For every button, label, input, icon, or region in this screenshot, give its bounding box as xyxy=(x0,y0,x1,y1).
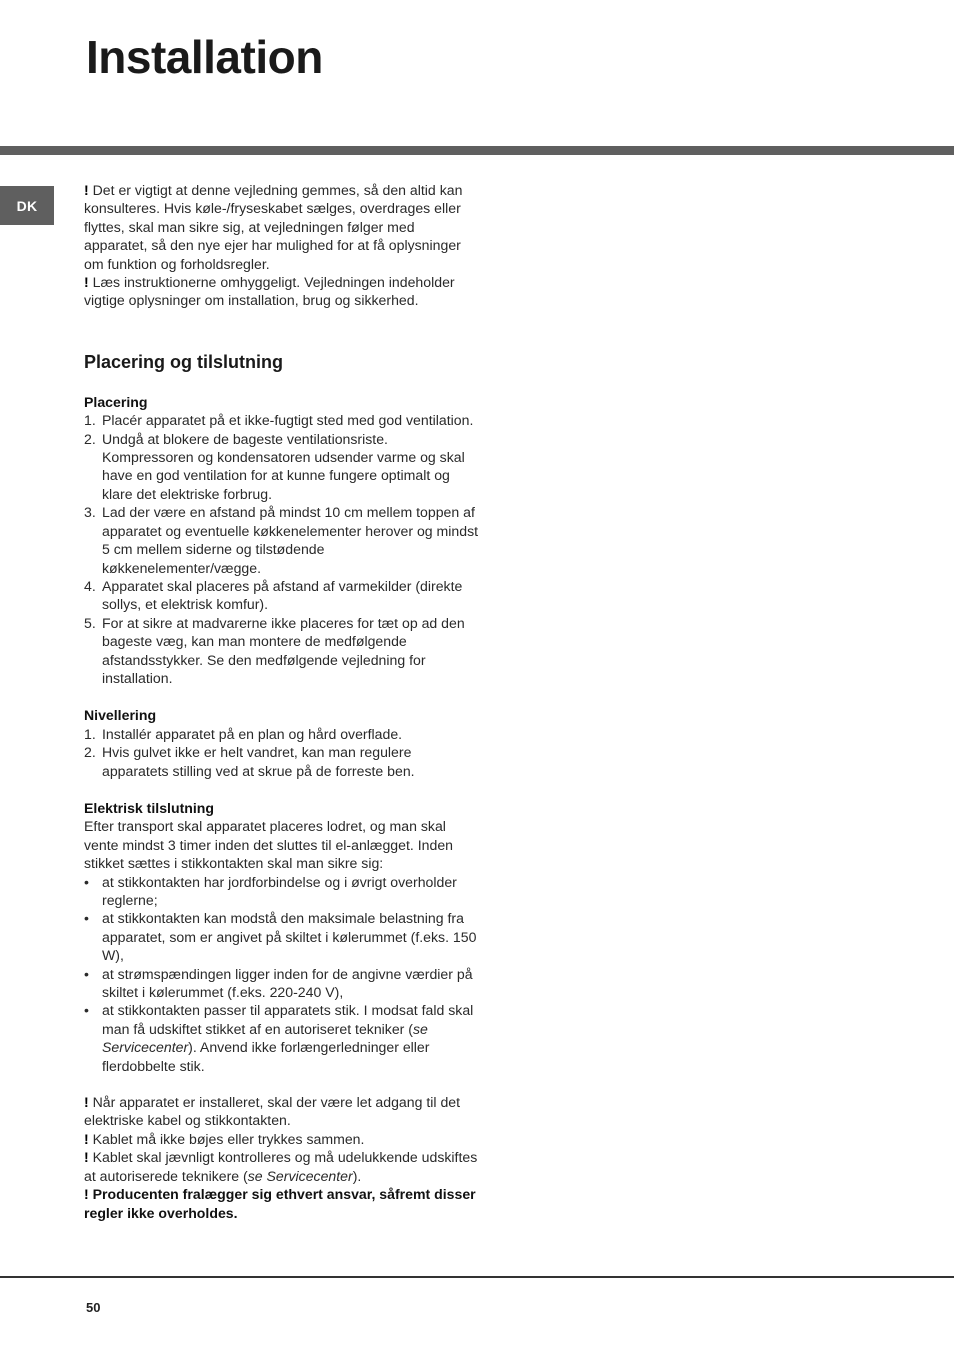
page-number: 50 xyxy=(86,1300,101,1315)
intro-note-2: ! Læs instruktionerne omhyggeligt. Vejledningen indeholder vigtige oplysninger om installation, brug og sikkerhed. xyxy=(84,274,455,309)
placering-heading: Placering xyxy=(84,393,148,410)
warning-mark: ! xyxy=(84,1149,89,1166)
service-center-reference: se Servicecenter xyxy=(247,1167,353,1184)
language-tab: DK xyxy=(0,186,54,225)
list-item: 2. Undgå at blokere de bageste ventilationsriste. Kompressoren og kondensatoren udsender varme og skal have en god ventilation for at kunne fungere optimalt og klare det elektriske forbrug. xyxy=(84,430,465,502)
list-item: 3. Lad der være en afstand på mindst 10 cm mellem toppen af apparatet og eventuelle køkkenelementer herover og mindst 5 cm mellem siderne og tilstødende køkkenelementer/vægge. xyxy=(84,504,479,576)
elektrisk-heading: Elektrisk tilslutning xyxy=(84,799,215,816)
list-item: • at strømspændingen ligger inden for de angivne værdier på skiltet i kølerummet (f.eks. 220-240 V), xyxy=(84,965,473,1001)
section-heading: Placering og tilslutning xyxy=(84,351,284,372)
nivellering-heading: Nivellering xyxy=(84,707,157,724)
warning-mark: ! xyxy=(84,1130,89,1147)
placering-list xyxy=(84,411,480,687)
list-item: 1. Installér apparatet på en plan og hård overflade. xyxy=(84,725,403,742)
warning-1: ! Når apparatet er installeret, skal der være let adgang til det elektriske kabel og stikkontakten. xyxy=(84,1094,461,1129)
warning-mark: ! xyxy=(84,274,89,291)
header-divider xyxy=(0,146,954,155)
service-center-reference: se Servicecenter xyxy=(102,1020,428,1056)
warning-4: ! Producenten fralægger sig ethvert ansvar, såfremt disser regler ikke overholdes. xyxy=(84,1186,476,1221)
footer-divider xyxy=(0,1276,954,1278)
list-item: 5. For at sikre at madvarerne ikke placeres for tæt op ad den bageste væg, kan man montere de medfølgende afstandsstykker. Se den medfølgende vejledning for installation. xyxy=(84,614,465,686)
intro-note-1: ! Det er vigtigt at denne vejledning gemmes, så den altid kan konsulteres. Hvis køle-/fryseskabet sælges, overdrages eller flyttes, skal man sikre sig, at vejledningen følger med apparatet, så den nye ejer har mulighed for at få oplysninger om funktion og forholdsregler. xyxy=(84,182,463,272)
elektrisk-intro: Efter transport skal apparatet placeres lodret, og man skal vente mindst 3 timer inden det sluttes til el-anlægget. Inden stikket sættes i stikkontakten skal man sikre sig: xyxy=(84,818,453,872)
warning-mark: ! xyxy=(84,1186,89,1203)
main-content xyxy=(84,181,480,1222)
nivellering-list xyxy=(84,725,480,780)
list-item: • at stikkontakten passer til apparatets stik. I modsat fald skal man få udskiftet stikket af en autoriseret tekniker (se Servicecenter). Anvend ikke forlængerledninger eller flerdobbelte stik. xyxy=(84,1002,474,1074)
list-item: 4. Apparatet skal placeres på afstand af varmekilder (direkte sollys, et elektrisk komfur). xyxy=(84,577,463,613)
warning-mark: ! xyxy=(84,182,89,198)
page-title: Installation xyxy=(86,31,323,83)
list-item: • at stikkontakten kan modstå den maksimale belastning fra apparatet, som er angivet på skiltet i kølerummet (f.eks. 150 W), xyxy=(84,910,477,964)
elektrisk-list xyxy=(84,873,480,1075)
warnings-block xyxy=(84,1093,480,1222)
list-item: 1. Placér apparatet på et ikke-fugtigt sted med god ventilation. xyxy=(84,412,474,429)
list-item: 2. Hvis gulvet ikke er helt vandret, kan man regulere apparatets stilling ved at skrue på de forreste ben. xyxy=(84,744,415,779)
warning-2: ! Kablet må ikke bøjes eller trykkes sammen. xyxy=(84,1130,365,1147)
warning-3: ! Kablet skal jævnligt kontrolleres og må udelukkende udskiftes at autoriserede teknikere (se Servicecenter). xyxy=(84,1149,478,1184)
list-item: • at stikkontakten har jordforbindelse og i øvrigt overholder reglerne; xyxy=(84,873,457,908)
warning-mark: ! xyxy=(84,1094,89,1111)
